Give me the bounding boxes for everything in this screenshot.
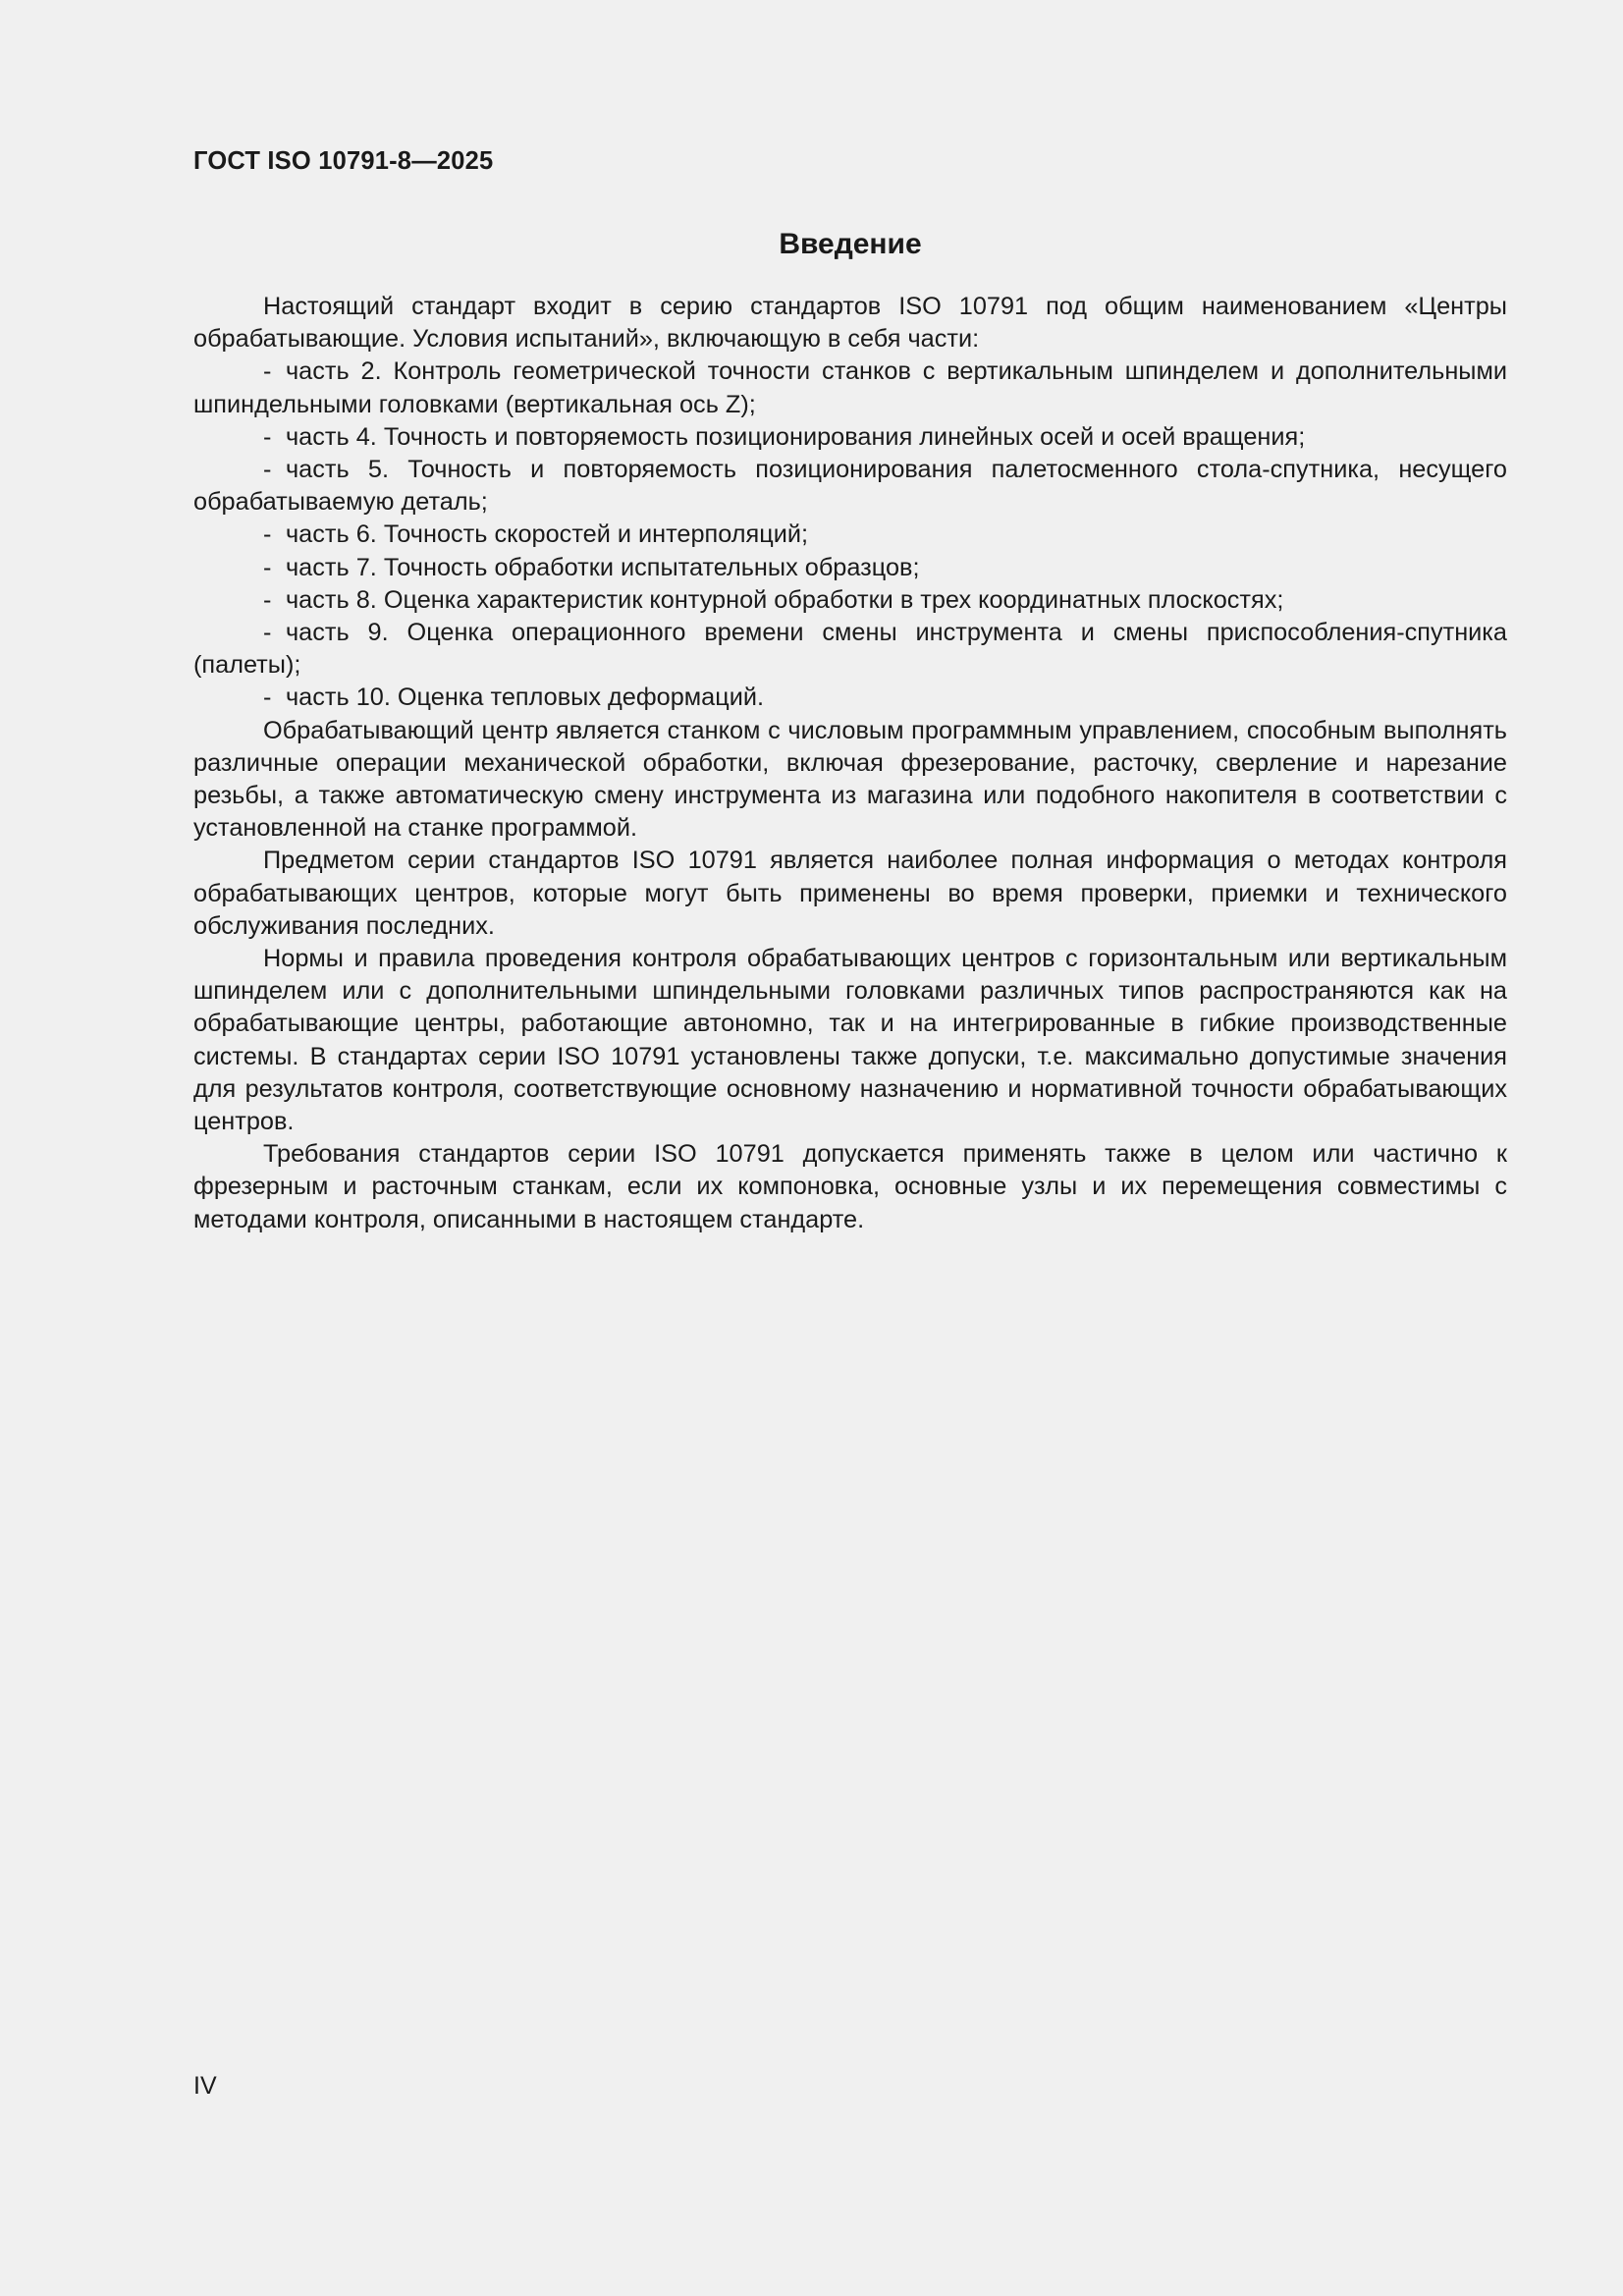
list-item <box>193 454 1507 519</box>
paragraph-norms-and-rules: Нормы и правила проведения контроля обрабатывающих центров с горизонтальным или вертикальным шпинделем или с дополнительными шпиндельными головками различных типов распространяются как на обрабатывающие центры, работающие автономно, так и на интегрированные в гибкие производственные системы. В стандартах серии ISO 10791 установлены также допуски, т.е. максимально допустимые значения для результатов контроля, соответствующие основному назначению и нормативной точности обрабатывающих центров. <box>193 945 1507 1136</box>
list-item <box>193 519 1507 551</box>
list-item <box>193 682 1507 714</box>
list-item-text: часть 2. Контроль геометрической точности станков с вертикальным шпинделем и дополнительными шпиндельными головками (вертикальная ось Z); <box>193 357 1507 418</box>
list-item-text: часть 9. Оценка операционного времени смены инструмента и смены приспособления-спутника (палеты); <box>193 619 1507 680</box>
list-item-text: часть 6. Точность скоростей и интерполяций; <box>286 520 808 549</box>
list-dash: - <box>263 357 272 386</box>
paragraph-series-subject: Предметом серии стандартов ISO 10791 является наиболее полная информация о методах контроля обрабатывающих центров, которые могут быть применены во время проверки, приемки и технического обслуживания последних. <box>193 847 1507 940</box>
list-item <box>193 552 1507 584</box>
paragraph-applicability: Требования стандартов серии ISO 10791 допускается применять также в целом или частично к фрезерным и расточным станкам, если их компоновка, основные узлы и их перемещения совместимы с методами контроля, описанными в настоящем стандарте. <box>193 1140 1507 1233</box>
list-dash: - <box>263 585 272 614</box>
list-dash: - <box>263 520 272 549</box>
list-dash: - <box>263 683 272 712</box>
list-item-text: часть 8. Оценка характеристик контурной обработки в трех координатных плоскостях; <box>286 585 1284 614</box>
page-number: IV <box>193 2072 217 2100</box>
intro-paragraph: Настоящий стандарт входит в серию стандартов ISO 10791 под общим наименованием «Центры обрабатывающие. Условия испытаний», включающую в себя части: <box>193 293 1507 354</box>
parts-list <box>193 355 1507 714</box>
list-dash: - <box>263 456 272 484</box>
document-body <box>193 221 1507 1236</box>
list-dash: - <box>263 422 272 451</box>
list-item <box>193 584 1507 617</box>
list-item <box>193 421 1507 454</box>
list-item <box>193 617 1507 682</box>
list-item-text: часть 5. Точность и повторяемость позиционирования палетосменного стола-спутника, несущего обрабатываемую деталь; <box>193 456 1507 517</box>
list-dash: - <box>263 553 272 581</box>
paragraph-machining-center-definition: Обрабатывающий центр является станком с числовым программным управлением, способным выполнять различные операции механической обработки, включая фрезерование, расточку, сверление и нарезание резьбы, а также автоматическую смену инструмента из магазина или подобного накопителя в соответствии с установленной на станке программой. <box>193 716 1507 843</box>
list-item <box>193 355 1507 420</box>
list-dash: - <box>263 619 272 647</box>
list-item-text: часть 10. Оценка тепловых деформаций. <box>286 683 765 712</box>
list-item-text: часть 7. Точность обработки испытательных образцов; <box>286 553 920 581</box>
list-item-text: часть 4. Точность и повторяемость позиционирования линейных осей и осей вращения; <box>286 422 1306 451</box>
document-header: ГОСТ ISO 10791-8—2025 <box>193 147 494 175</box>
section-title: Введение <box>779 228 922 260</box>
